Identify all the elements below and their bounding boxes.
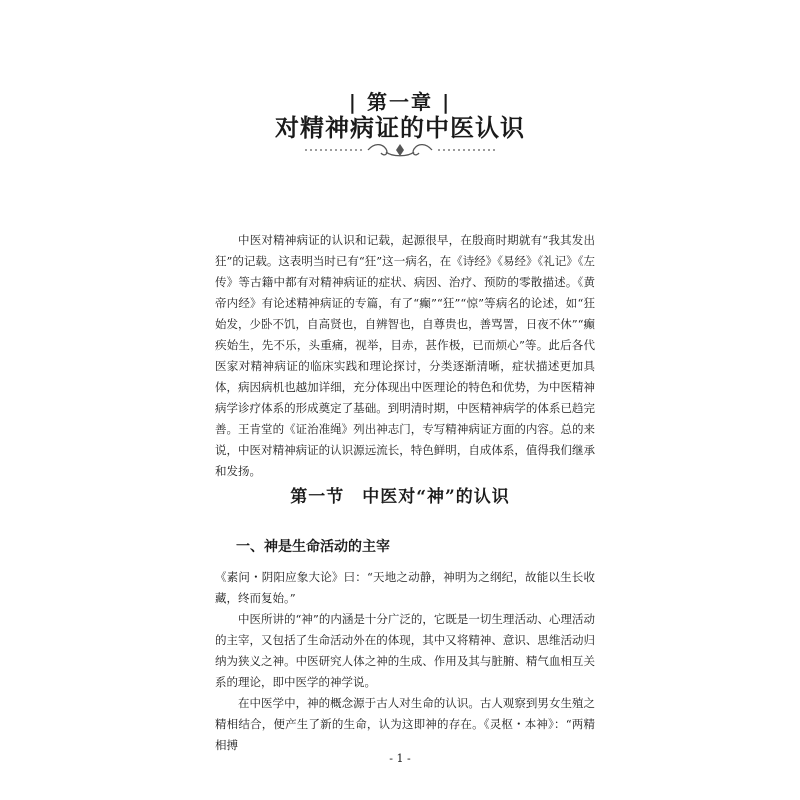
intro-text bbox=[215, 230, 595, 482]
intro-paragraph: 中医对精神病证的认识和记载，起源很早，在殷商时期就有“我其发出狂”的记载。这表明当时已有“狂”这一病名，在《诗经》《易经》《礼记》《左传》等古籍中都有对精神病证的症状、病因、治疗、预防的零散描述。《黄帝内经》有论述精神病证的专篇，有了“癫”“狂”“惊”等病名的论述，如“狂始发，少卧不饥，自高贤也，自辨智也，自尊贵也，善骂詈，日夜不休”“癫疾始生，先不乐，头重痛，视举，目赤，甚作极，已而烦心”等。此后各代医家对精神病证的临床实践和理论探讨，分类逐渐清晰，症状描述更加具体，病因病机也越加详细，充分体现出中医理论的特色和优势，为中医精神病学诊疗体系的形成奠定了基础。到明清时期，中医精神病学的体系已趋完善。王肯堂的《证治准绳》列出神志门，专写精神病证方面的内容。总的来说，中医对精神病证的认识源远流长，特色鲜明，自成体系，值得我们继承和发扬。 bbox=[215, 233, 595, 478]
body-paragraph: 中医所讲的“神”的内涵是十分广泛的，它既是一切生理活动、心理活动的主宰，又包括了生命活动外在的体现，其中又将精神、意识、思维活动归纳为狭义之神。中医研究人体之神的生成、作用及其与脏腑、精气血相互关系的理论，即中医学的神学说。 bbox=[215, 612, 595, 689]
subsection-title: 一、神是生命活动的主宰 bbox=[236, 539, 390, 555]
body-paragraph: 在中医学中，神的概念源于古人对生命的认识。古人观察到男女生殖之精相结合，便产生了新的生命，认为这即神的存在。《灵枢・本神》：“两精相搏 bbox=[215, 696, 595, 752]
quote-paragraph: 《素问・阴阳应象大论》曰：“天地之动静，神明为之纲纪，故能以生长收藏，终而复始。” bbox=[215, 570, 595, 605]
ornament-divider-icon bbox=[300, 140, 500, 160]
chapter-label: | 第一章 | bbox=[348, 90, 452, 114]
chapter-title: 对精神病证的中医认识 bbox=[275, 113, 525, 142]
section-title: 第一节 中医对“神”的认识 bbox=[290, 487, 510, 507]
section-body bbox=[215, 567, 595, 756]
page-number: - 1 - bbox=[389, 752, 411, 765]
